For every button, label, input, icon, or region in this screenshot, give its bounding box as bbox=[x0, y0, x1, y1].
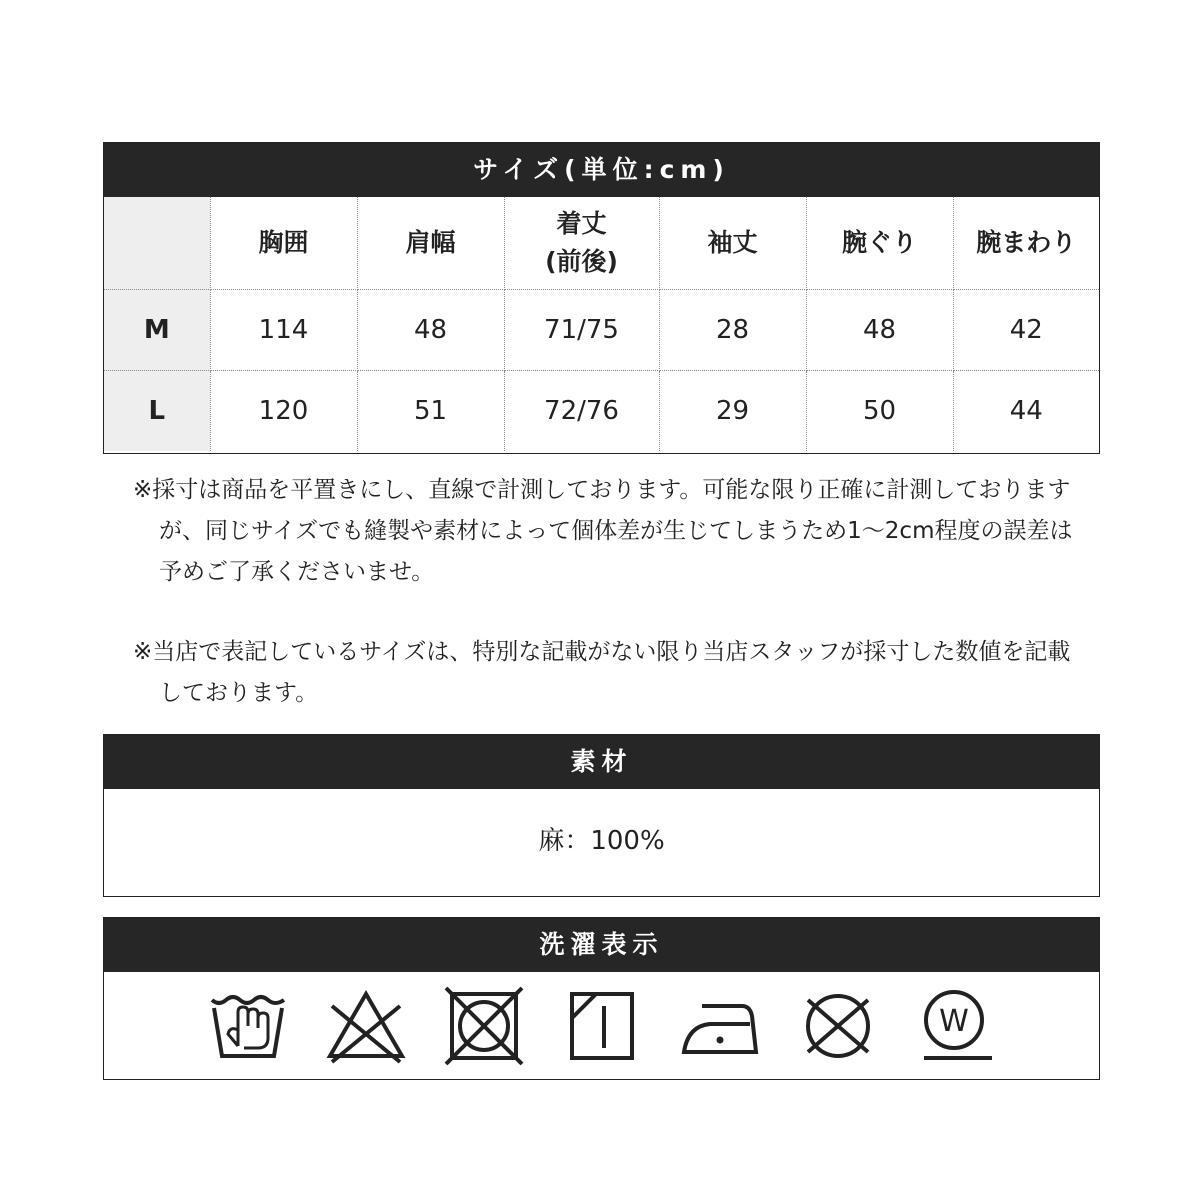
size-table bbox=[104, 197, 1099, 451]
table-cell: 51 bbox=[357, 371, 504, 452]
iron-low-icon bbox=[680, 986, 760, 1066]
material-title: 素材 bbox=[104, 735, 1099, 789]
table-cell: 71/75 bbox=[504, 290, 659, 371]
care-icons bbox=[104, 972, 1099, 1079]
note-text: ※当店で表記しているサイズは、特別な記載がない限り当店スタッフが採寸した数値を記載しております。 bbox=[133, 639, 1071, 706]
corner-cell bbox=[104, 197, 210, 290]
table-cell: 114 bbox=[210, 290, 357, 371]
header-armhole: 腕ぐり bbox=[806, 197, 953, 290]
size-note bbox=[133, 632, 1093, 714]
size-label: L bbox=[104, 371, 210, 452]
size-table-header-row bbox=[104, 197, 1099, 290]
table-cell: 48 bbox=[806, 290, 953, 371]
note-text: ※採寸は商品を平置きにし、直線で計測しております。可能な限り正確に計測しておりますが、同じサイズでも縫製や素材によって個体差が生じてしまうため1〜2cm程度の誤差は予めご了承くださいませ。 bbox=[133, 477, 1073, 585]
material-section bbox=[103, 734, 1100, 897]
size-table-title: サイズ(単位:cm) bbox=[104, 143, 1099, 197]
table-row bbox=[104, 290, 1099, 371]
header-arm-circumference: 腕まわり bbox=[953, 197, 1099, 290]
size-table-section bbox=[103, 142, 1100, 454]
header-shoulder: 肩幅 bbox=[357, 197, 504, 290]
header-sleeve: 袖丈 bbox=[659, 197, 806, 290]
hand-wash-icon bbox=[208, 986, 288, 1066]
measurement-note bbox=[133, 470, 1093, 593]
table-cell: 48 bbox=[357, 290, 504, 371]
table-row bbox=[104, 371, 1099, 452]
size-label: M bbox=[104, 290, 210, 371]
care-section bbox=[103, 917, 1100, 1080]
material-value: 麻：100% bbox=[538, 826, 665, 856]
line-dry-shade-icon bbox=[562, 986, 642, 1066]
care-title: 洗濯表示 bbox=[104, 918, 1099, 972]
header-length-label: 着丈 bbox=[556, 209, 607, 238]
no-tumble-dry-icon bbox=[444, 986, 524, 1066]
table-cell: 120 bbox=[210, 371, 357, 452]
table-cell: 72/76 bbox=[504, 371, 659, 452]
table-cell: 50 bbox=[806, 371, 953, 452]
no-dry-clean-icon bbox=[798, 986, 878, 1066]
wet-clean-letter: W bbox=[938, 1003, 969, 1039]
table-cell: 28 bbox=[659, 290, 806, 371]
header-length-sub: (前後) bbox=[545, 247, 618, 276]
table-cell: 44 bbox=[1009, 396, 1043, 426]
header-chest: 胸囲 bbox=[210, 197, 357, 290]
no-bleach-icon bbox=[326, 986, 406, 1066]
wet-clean-gentle-icon bbox=[916, 986, 996, 1066]
header-length bbox=[504, 197, 659, 290]
table-cell: 42 bbox=[953, 290, 1099, 371]
table-cell: 29 bbox=[659, 371, 806, 452]
